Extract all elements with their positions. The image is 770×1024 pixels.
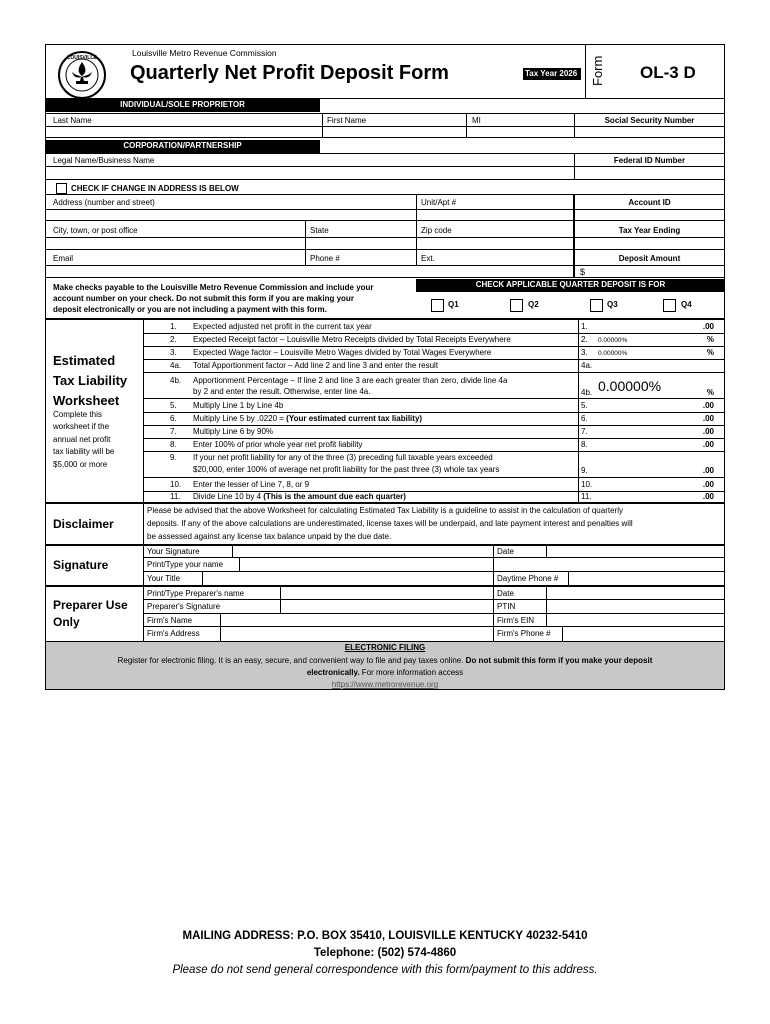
correspondence-note: Please do not send general correspondence with this form/payment to this address. [172,964,598,976]
worksheet-line-text-main: Expected Wage factor – Louisville Metro Wages divided by Total Wages Everywhere [193,348,492,357]
svg-text:LOUISVILLE: LOUISVILLE [67,55,97,61]
email-field[interactable] [46,266,304,276]
unit-field[interactable] [417,210,572,220]
q4-label: Q4 [681,300,692,309]
worksheet-line-unit: .00 [702,492,714,501]
preparer-name-label: Print/Type Preparer's name [147,589,245,598]
your-title-label: Your Title [147,574,181,583]
rule [143,398,725,399]
worksheet-line-num: 5. [170,401,177,410]
account-id-field[interactable] [576,210,724,220]
legal-name-field[interactable] [46,167,573,178]
line-4b-rnum: 4b. [581,388,593,397]
form-title: Quarterly Net Profit Deposit Form [130,62,449,84]
ext-label: Ext. [421,254,435,263]
firm-ein-label: Firm's EIN [497,616,535,625]
worksheet-line-unit: .00 [702,401,714,410]
worksheet-title-1: Estimated [53,353,116,368]
efiling-url-link[interactable]: https://www.metrorevenue.org [331,680,439,689]
rule [45,137,725,138]
header-divider [585,44,586,98]
sig-date-field[interactable] [547,546,724,557]
first-name-field[interactable] [323,127,465,137]
worksheet-line-rnum: 6. [581,414,588,423]
q1-label: Q1 [448,300,459,309]
email-label: Email [53,254,74,263]
rule [143,320,144,502]
your-title-field[interactable] [203,572,492,585]
worksheet-line-text [193,480,309,490]
q3-checkbox[interactable] [590,299,603,312]
rule [143,451,725,452]
line-9-num: 9. [170,453,177,462]
zip-label: Zip code [421,226,452,235]
payable-line2: account number on your check. Do not submit this form if you are making your [53,294,354,303]
last-name-field[interactable] [46,127,321,137]
worksheet-line-text-main: Multiply Line 5 by .0220 = [193,414,287,423]
line-4b-unit: % [706,388,714,397]
line-9-unit: .00 [702,466,714,475]
tax-year-label: Tax Year 2026 [525,69,578,78]
worksheet-note-3: annual net profit [53,435,111,444]
efiling-url-row [46,680,724,690]
mi-field[interactable] [467,127,573,137]
worksheet-line-num: 8. [170,440,177,449]
mi-label: MI [472,116,481,125]
q2-checkbox[interactable] [510,299,523,312]
worksheet-line-text-main: Divide Line 10 by 4 [193,492,264,501]
worksheet-line-text-main: Expected Receipt factor – Louisville Metro Receipts divided by Total Receipts Everywhere [193,335,511,344]
worksheet-line-unit: .00 [702,480,714,489]
tax-year-ending-field[interactable] [576,238,724,248]
preparer-label-1: Preparer Use [53,598,128,612]
worksheet-line-value[interactable]: 0.00000% [598,337,628,344]
fein-label: Federal ID Number [613,156,686,165]
last-name-label: Last Name [53,116,92,125]
rule [45,179,725,180]
disclaimer-line-1: Please be advised that the above Worksheet for calculating Estimated Tax Liability is a guideline to assist in the calculation of quarterly [147,506,623,515]
rule [416,194,417,266]
zip-field[interactable] [417,238,572,248]
form-number: OL-3 D [640,63,696,82]
disclaimer-line-2: deposits. If any of the above calculations are underestimated, license taxes will be underpaid, and late payment interest and penalties will [147,519,633,528]
worksheet-line-num: 11. [170,492,181,501]
worksheet-line-text [193,414,422,424]
street-label: Address (number and street) [53,198,155,207]
account-id-label: Account ID [628,198,671,207]
worksheet-line-text-main: Multiply Line 6 by 90% [193,427,274,436]
line-9-text2: $20,000, enter 100% of average net profit liability for the past three (3) whole tax years [193,465,500,474]
worksheet-line-rnum: 3. [581,348,588,357]
your-signature-field[interactable] [233,546,492,557]
line-4b-text1: Apportionment Percentage – If line 2 and line 3 are each greater than zero, divide line 4a [193,376,508,385]
rule [45,277,725,278]
worksheet-line-value[interactable]: 0.00000% [598,350,628,357]
worksheet-line-text [193,322,372,332]
worksheet-line-num: 2. [170,335,177,344]
unit-label: Unit/Apt # [421,198,457,207]
q1-checkbox[interactable] [431,299,444,312]
line-9-rnum: 9. [581,466,588,475]
line-9-text1: If your net profit liability for any of the three (3) preceding full taxable years exceeded [193,453,493,462]
worksheet-line-text [193,427,273,437]
worksheet-note-2: worksheet if the [53,422,110,431]
worksheet-line-text [193,492,406,502]
rule [45,502,725,504]
rule [143,412,725,413]
worksheet-line-rnum: 4a. [581,361,593,370]
legal-name-label: Legal Name/Business Name [53,156,155,165]
rule [45,113,725,114]
phone-field[interactable] [306,266,415,276]
preparer-signature-label: Preparer's Signature [147,602,221,611]
worksheet-line-rnum: 2. [581,335,588,344]
worksheet-line-rnum: 1. [581,322,588,331]
street-field[interactable] [46,210,415,220]
worksheet-line-unit: % [706,348,714,357]
individual-header: INDIVIDUAL/SOLE PROPRIETOR [45,99,320,112]
daytime-phone-label: Daytime Phone # [497,574,559,583]
preparer-name-field[interactable] [281,587,492,599]
form-word: Form [590,55,605,86]
worksheet-line-text-main: Multiply Line 1 by Line 4b [193,401,284,410]
worksheet-line-text-bold: (Your estimated current tax liability) [286,414,423,423]
rule [45,318,725,320]
rule [578,320,579,502]
rule [45,153,725,154]
worksheet-line-text-main: Total Apportionment factor – Add line 2 and line 3 and enter the result [193,361,439,370]
deposit-amount-label: Deposit Amount [618,254,681,263]
efiling-line-2-a: electronically. [306,668,360,677]
rule [45,220,725,221]
worksheet-line-rnum: 8. [581,440,588,449]
worksheet-note-1: Complete this [53,410,102,419]
q4-checkbox[interactable] [663,299,676,312]
rule [143,359,725,360]
worksheet-title-3: Worksheet [53,393,120,408]
efiling-line-2-b: For more information access [359,668,464,677]
fein-field[interactable] [575,167,724,178]
daytime-phone-field[interactable] [569,572,724,585]
ssn-field[interactable] [575,127,724,137]
worksheet-line-num: 1. [170,322,177,331]
city-field[interactable] [46,238,304,248]
worksheet-line-rnum: 7. [581,427,588,436]
worksheet-line-rnum: 10. [581,480,593,489]
worksheet-line-text [193,335,511,345]
telephone: Telephone: (502) 574-4860 [313,947,457,959]
sig-date-label: Date [497,547,514,556]
print-name-label: Print/Type your name [147,560,224,569]
worksheet-line-num: 10. [170,480,182,489]
worksheet-line-text-main: Enter 100% of prior whole year net profit liability [193,440,363,449]
print-name-field[interactable] [240,558,724,571]
worksheet-note-5: $5,000 or more [53,460,108,469]
rule [143,425,725,426]
worksheet-line-num: 6. [170,414,177,423]
rule [143,346,725,347]
ptin-label: PTIN [497,602,516,611]
mailing-address: MAILING ADDRESS: P.O. BOX 35410, LOUISVILLE KENTUCKY 40232-5410 [182,930,588,942]
efiling-line-1-a: Register for electronic filing. It is an easy, secure, and convenient way to file and pay taxes online. [117,656,466,665]
q3-label: Q3 [607,300,618,309]
state-label: State [310,226,329,235]
your-signature-label: Your Signature [147,547,200,556]
worksheet-line-unit: % [706,335,714,344]
disclaimer-label: Disclaimer [53,517,114,531]
efiling-line-2 [46,668,724,678]
efiling-line-1-b: Do not submit this form if you make your deposit [465,656,653,665]
agency-name: Louisville Metro Revenue Commission [132,48,277,58]
preparer-signature-field[interactable] [281,600,492,612]
deposit-amount-field[interactable] [590,266,724,277]
ptin-field[interactable] [547,600,724,612]
address-change-label: CHECK IF CHANGE IN ADDRESS IS BELOW [71,184,239,193]
worksheet-line-unit: .00 [702,322,714,331]
quarter-header: CHECK APPLICABLE QUARTER DEPOSIT IS FOR [416,279,725,292]
firm-ein-field[interactable] [547,614,724,626]
preparer-label-2: Only [53,615,80,629]
seal-logo [54,50,110,100]
worksheet-line-text [193,348,491,358]
disclaimer-line-3: be assessed against any license tax balance unpaid by the due date. [147,532,392,541]
signature-label: Signature [53,558,109,572]
worksheet-line-num: 7. [170,427,177,436]
worksheet-line-unit: .00 [702,414,714,423]
rule [143,438,725,439]
firm-name-field[interactable] [221,614,492,626]
worksheet-line-unit: .00 [702,427,714,436]
ext-field[interactable] [417,266,572,276]
rule [143,333,725,334]
rule [143,504,144,642]
line-4b-value[interactable]: 0.00000% [598,378,662,394]
phone-label: Phone # [310,254,340,263]
preparer-date-label: Date [497,589,514,598]
line-4b-text2: by 2 and enter the result. Otherwise, enter line 4a. [193,387,371,396]
corporation-header: CORPORATION/PARTNERSHIP [45,140,320,153]
dollar-sign: $ [580,267,586,277]
ssn-label: Social Security Number [604,116,695,125]
firm-phone-label: Firm's Phone # [497,629,551,638]
rule [143,372,725,373]
state-field[interactable] [306,238,415,248]
worksheet-line-rnum: 5. [581,401,588,410]
city-label: City, town, or post office [53,226,138,235]
payable-line1: Make checks payable to the Louisville Metro Revenue Commission and include your [53,283,374,292]
q2-label: Q2 [528,300,539,309]
firm-address-label: Firm's Address [147,629,200,638]
efiling-title: ELECTRONIC FILING [344,643,426,652]
worksheet-line-rnum: 11. [581,492,592,501]
worksheet-line-text-main: Enter the lesser of Line 7, 8, or 9 [193,480,310,489]
payable-line3: deposit electronically or you are not including a payment with this form. [53,305,327,314]
address-change-checkbox[interactable] [56,183,67,194]
tax-year-ending-label: Tax Year Ending [618,226,681,235]
worksheet-line-text [193,361,438,371]
preparer-date-field[interactable] [547,587,724,599]
first-name-label: First Name [327,116,367,125]
rule [45,249,725,250]
worksheet-line-text-main: Expected adjusted net profit in the current tax year [193,322,372,331]
line-4b-num: 4b. [170,376,182,385]
firm-phone-field[interactable] [563,627,724,640]
worksheet-line-text [193,440,362,450]
firm-name-label: Firm's Name [147,616,193,625]
rule [493,587,494,642]
worksheet-line-text [193,401,283,411]
rule [143,477,725,478]
worksheet-note-4: tax liability will be [53,447,115,456]
worksheet-title-2: Tax Liability [53,373,128,388]
worksheet-line-text-bold: (This is the amount due each quarter) [263,492,406,501]
worksheet-line-num: 3. [170,348,177,357]
worksheet-line-num: 4a. [170,361,182,370]
firm-address-field[interactable] [221,627,492,640]
efiling-line-1 [46,656,724,666]
worksheet-line-unit: .00 [702,440,714,449]
